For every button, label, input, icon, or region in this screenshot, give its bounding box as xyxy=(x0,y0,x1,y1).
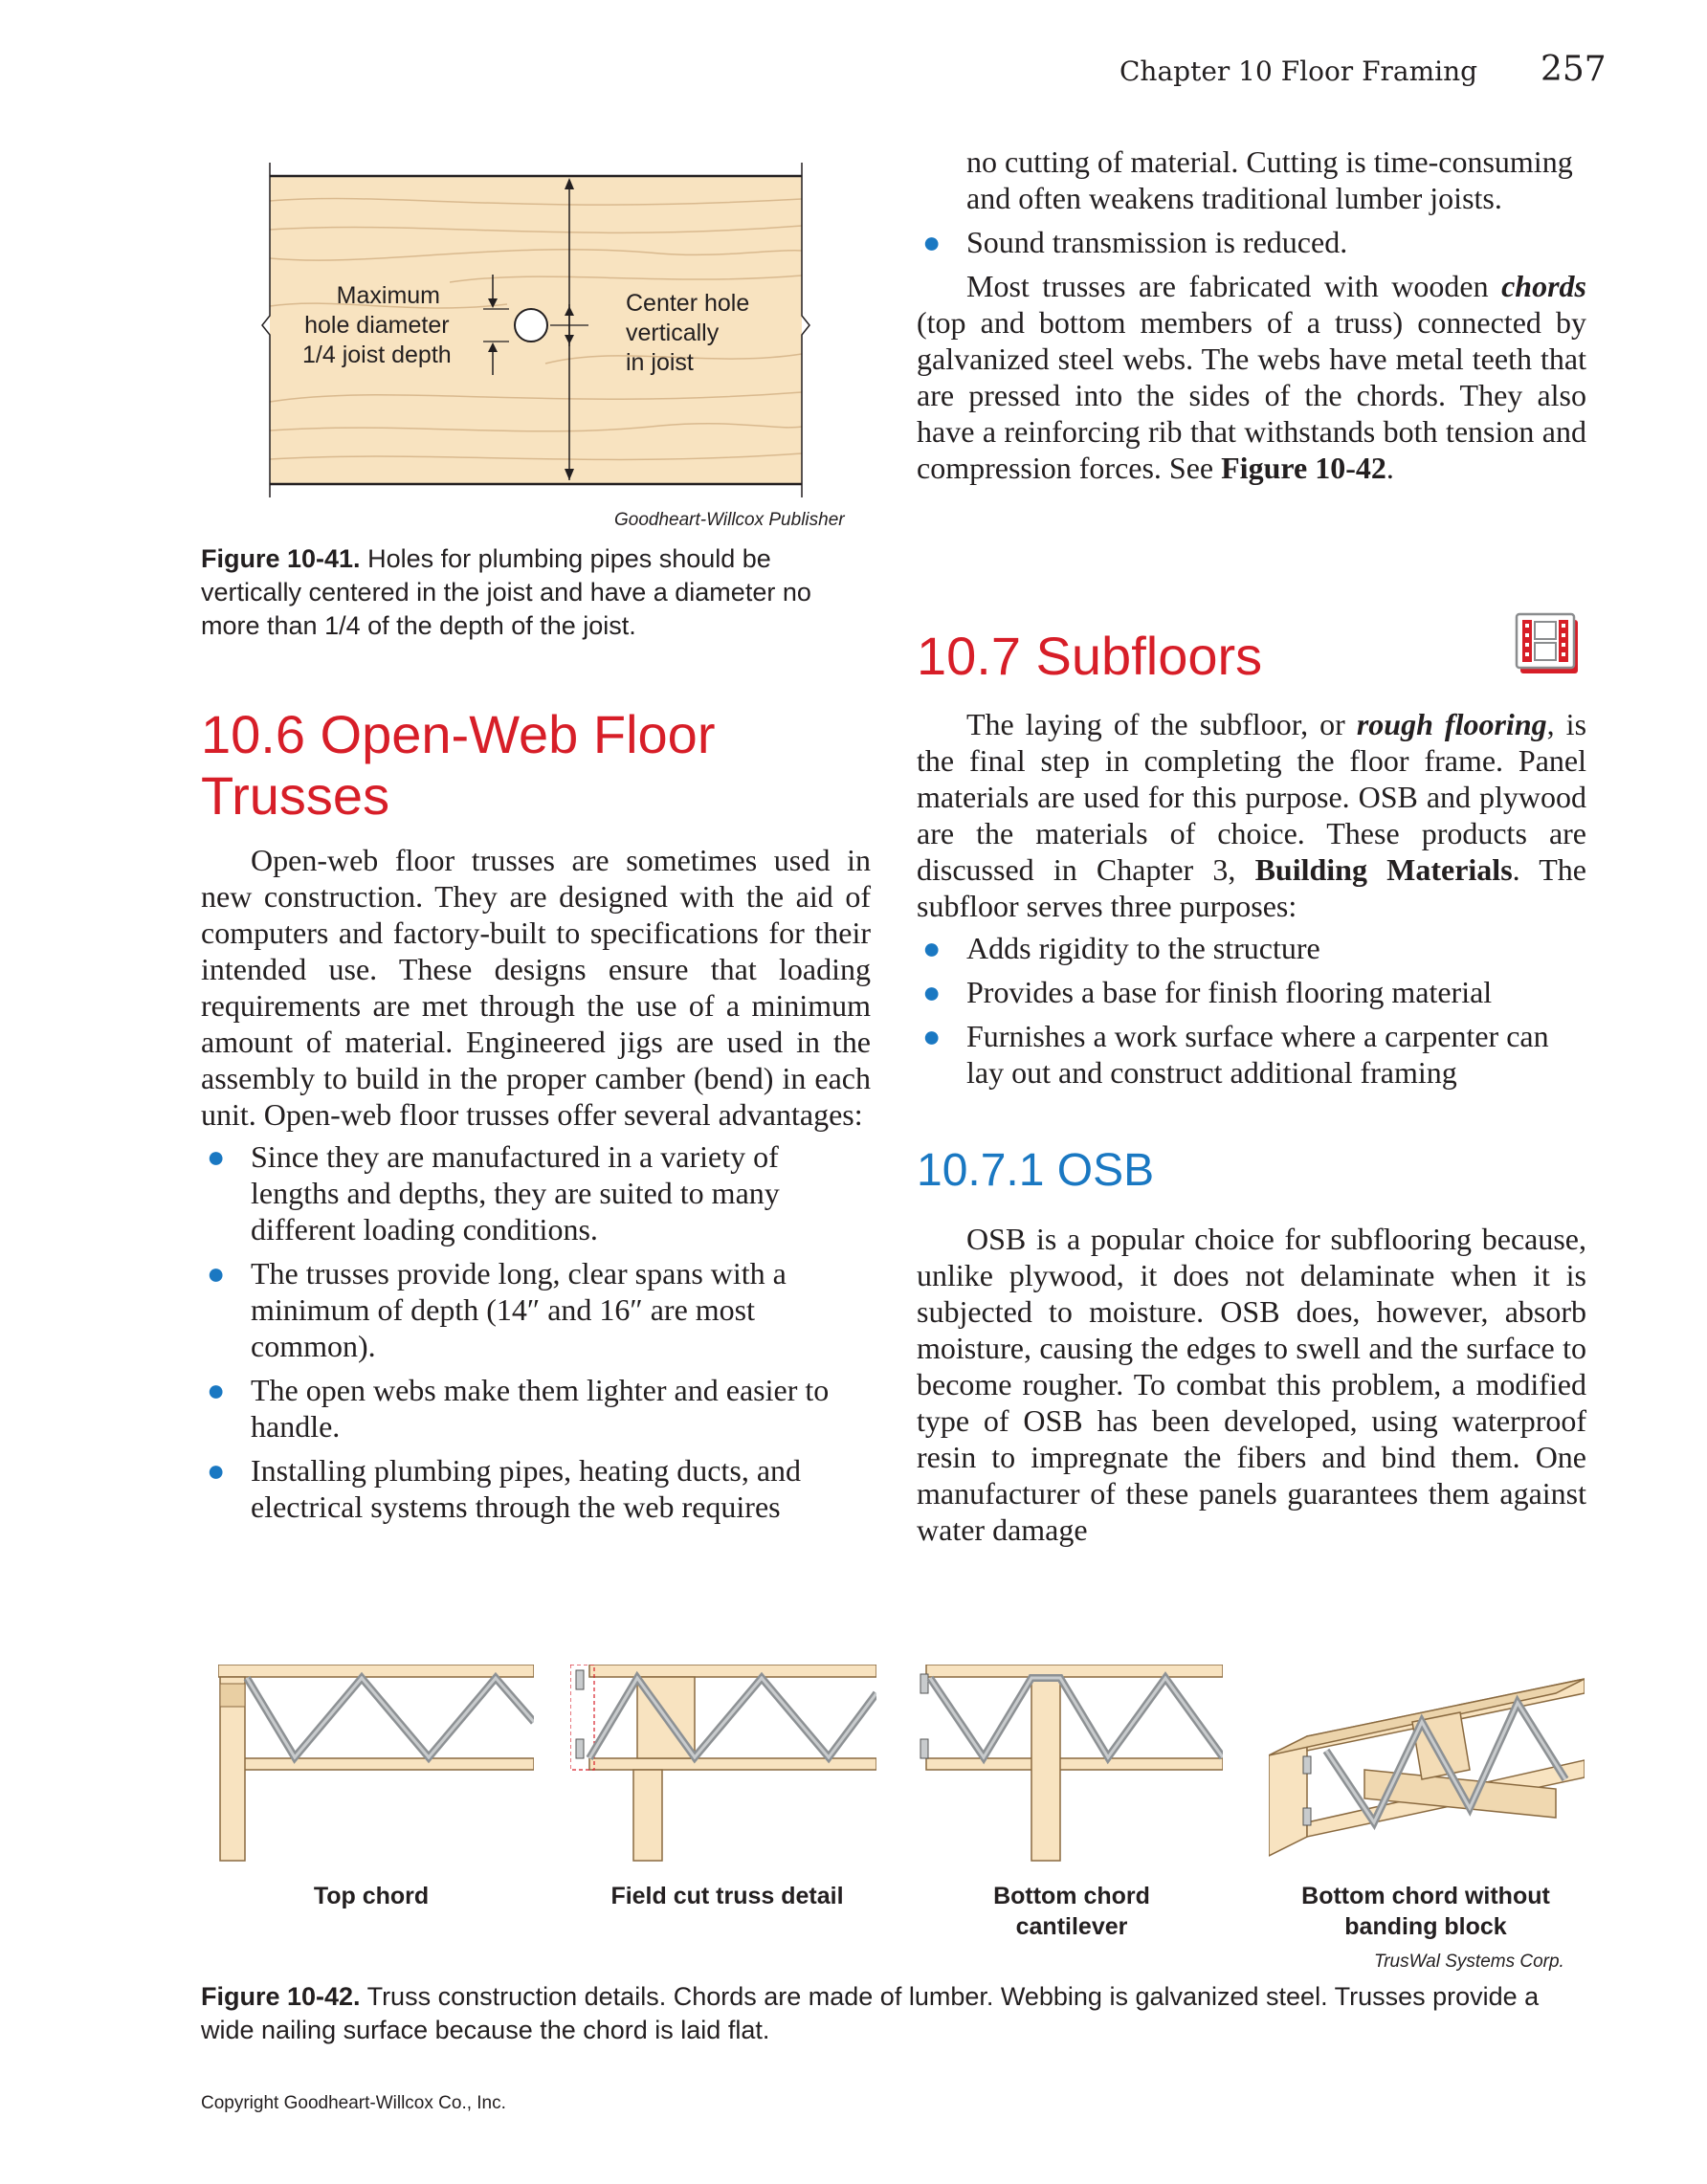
bullet-icon: ● xyxy=(922,975,942,1009)
bullet-icon: ● xyxy=(207,1373,226,1407)
page-number: 257 xyxy=(1541,50,1607,89)
truss-label-top-chord: Top chord xyxy=(313,1883,430,1909)
copyright-footer: Copyright Goodheart-Willcox Co., Inc. xyxy=(201,2093,506,2113)
list-item xyxy=(201,1255,871,1364)
list-item-text: The open webs make them lighter and easier to handle. xyxy=(251,1373,830,1444)
bullet-continuation: no cutting of material. Cutting is time-consuming and often weakens traditional lumber joists. xyxy=(966,144,1573,215)
truss-label-field-cut: Field cut truss detail xyxy=(610,1883,844,1909)
section-10-7-1-paragraph: OSB is a popular choice for subflooring because, unlike plywood, it does not delaminate when it is subjected to moisture. OSB does, however, absorb moisture, causing the edges to swell and the surface to become rougher. To combat this problem, a modified type of OSB has been developed, using waterproof resin to impregnate the fibers and bind them. One manufacturer of these panels guarantees them against water damage xyxy=(917,1222,1586,1547)
list-item-text: Provides a base for finish flooring material xyxy=(966,975,1493,1009)
max-hole-label xyxy=(302,281,452,370)
chords-text-c: . xyxy=(1386,451,1394,485)
list-item xyxy=(917,974,1586,1010)
bullet-icon: ● xyxy=(922,931,942,965)
section-10-6-paragraph: Open-web floor trusses are sometimes used in new construction. They are designed with the aid of computers and factory-built to specifications for their intended use. These designs ensure that loading requirements are met through the use of a minimum amount of material. Engineered jigs are used in the assembly to build in the proper camber (bend) in each unit. Open-web floor trusses offer several advantages: xyxy=(201,843,871,1132)
section-10-6-heading: 10.6 Open-Web Floor Trusses xyxy=(201,704,716,826)
bullet-icon: ● xyxy=(922,225,942,259)
list-item-text: Installing plumbing pipes, heating ducts, and electrical systems through the web requires xyxy=(251,1453,802,1524)
list-item xyxy=(201,1372,871,1445)
section-10-6-body xyxy=(201,842,871,1533)
purposes-list xyxy=(917,930,1586,1091)
section-10-7-paragraph xyxy=(917,706,1586,924)
figure-10-42-caption-text: Truss construction details. Chords are made of lumber. Webbing is galvanized steel. Trusses provide a wide nailing surface because the chord is laid flat. xyxy=(201,1982,1540,2044)
bullet-icon: ● xyxy=(207,1256,226,1291)
figure-10-42-number: Figure 10-42. xyxy=(201,1982,361,2011)
subfloor-text-a: The laying of the subfloor, or xyxy=(966,707,1357,741)
center-hole-label-line2: vertically xyxy=(626,320,720,346)
list-item-text: Since they are manufactured in a variety of lengths and depths, they are suited to many different loading conditions. xyxy=(251,1139,780,1246)
subfloor-text-c: . The subfloor serves three purposes: xyxy=(917,852,1587,923)
figure-10-41-credit: Goodheart-Willcox Publisher xyxy=(614,510,845,530)
chords-text-b: (top and bottom members of a truss) connected by galvanized steel webs. The webs have metal teeth that are pressed into the sides of the chords. They also have a reinforcing rib that withstands both tension and compression forces. See xyxy=(917,305,1586,485)
section-10-7-1-body xyxy=(917,1221,1586,1548)
sound-list xyxy=(917,224,1586,260)
figure-10-42-credit: TrusWal Systems Corp. xyxy=(1374,1952,1564,1972)
chapter-reference: Building Materials xyxy=(1254,852,1513,887)
truss-label-no-banding: Bottom chord without banding block xyxy=(1301,1883,1550,1940)
subfloor-text-b: , is the final step in completing the floor frame. Panel materials are used for this purpose. OSB and plywood are the materials of choice. These products are discussed in Chapter 3, xyxy=(917,707,1587,887)
bullet-icon: ● xyxy=(207,1453,226,1488)
section-10-7-body xyxy=(917,706,1586,1098)
figure-10-41-caption-text: Holes for plumbing pipes should be vertically centered in the joist and have a diameter no more than 1/4 of the depth of the joist. xyxy=(201,544,811,640)
section-10-7-heading: 10.7 Subfloors xyxy=(917,626,1263,686)
bullet-icon: ● xyxy=(922,1019,942,1053)
figure-10-41-number: Figure 10-41. xyxy=(201,544,361,573)
center-hole-label-line1: Center hole xyxy=(626,290,750,317)
section-10-7-1-heading: 10.7.1 OSB xyxy=(917,1145,1155,1196)
list-item-text: Furnishes a work surface where a carpenter can lay out and construct additional framing xyxy=(966,1019,1549,1090)
film-strip-icon[interactable] xyxy=(1515,610,1582,677)
list-item xyxy=(917,224,1586,260)
truss-label-bottom-cantilever: Bottom chord cantilever xyxy=(993,1883,1150,1940)
list-item xyxy=(917,1018,1586,1091)
max-hole-label-line3: 1/4 joist depth xyxy=(302,342,452,368)
truss-detail-no-banding-block xyxy=(1269,1665,1585,1865)
advantages-list xyxy=(201,1138,871,1525)
figure-reference: Figure 10-42 xyxy=(1221,451,1386,485)
running-header: Chapter 10 Floor Framing xyxy=(1120,55,1478,87)
list-item xyxy=(201,1138,871,1247)
list-item-text: The trusses provide long, clear spans with a minimum of depth (14″ and 16″ are most common). xyxy=(251,1256,787,1363)
list-item xyxy=(917,930,1586,966)
term-chords: chords xyxy=(1501,269,1586,303)
center-hole-label-line3: in joist xyxy=(626,349,694,376)
list-item xyxy=(201,1452,871,1525)
max-hole-label-line2: hole diameter xyxy=(304,312,450,339)
chords-text-a: Most trusses are fabricated with wooden xyxy=(966,269,1502,303)
figure-10-42-caption xyxy=(201,1980,1588,2047)
chords-paragraph xyxy=(917,268,1586,486)
center-hole-label xyxy=(626,289,749,378)
bullet-icon: ● xyxy=(207,1139,226,1174)
truss-detail-top-chord xyxy=(218,1665,534,1865)
right-column-top xyxy=(917,143,1586,486)
truss-detail-bottom-chord-cantilever xyxy=(917,1665,1223,1865)
term-rough-flooring: rough flooring xyxy=(1356,707,1547,741)
max-hole-label-line1: Maximum xyxy=(336,282,440,309)
list-item-text: Adds rigidity to the structure xyxy=(966,931,1320,965)
list-item-text: Sound transmission is reduced. xyxy=(966,225,1348,259)
figure-10-41-caption xyxy=(201,542,871,643)
truss-detail-field-cut xyxy=(570,1665,876,1865)
